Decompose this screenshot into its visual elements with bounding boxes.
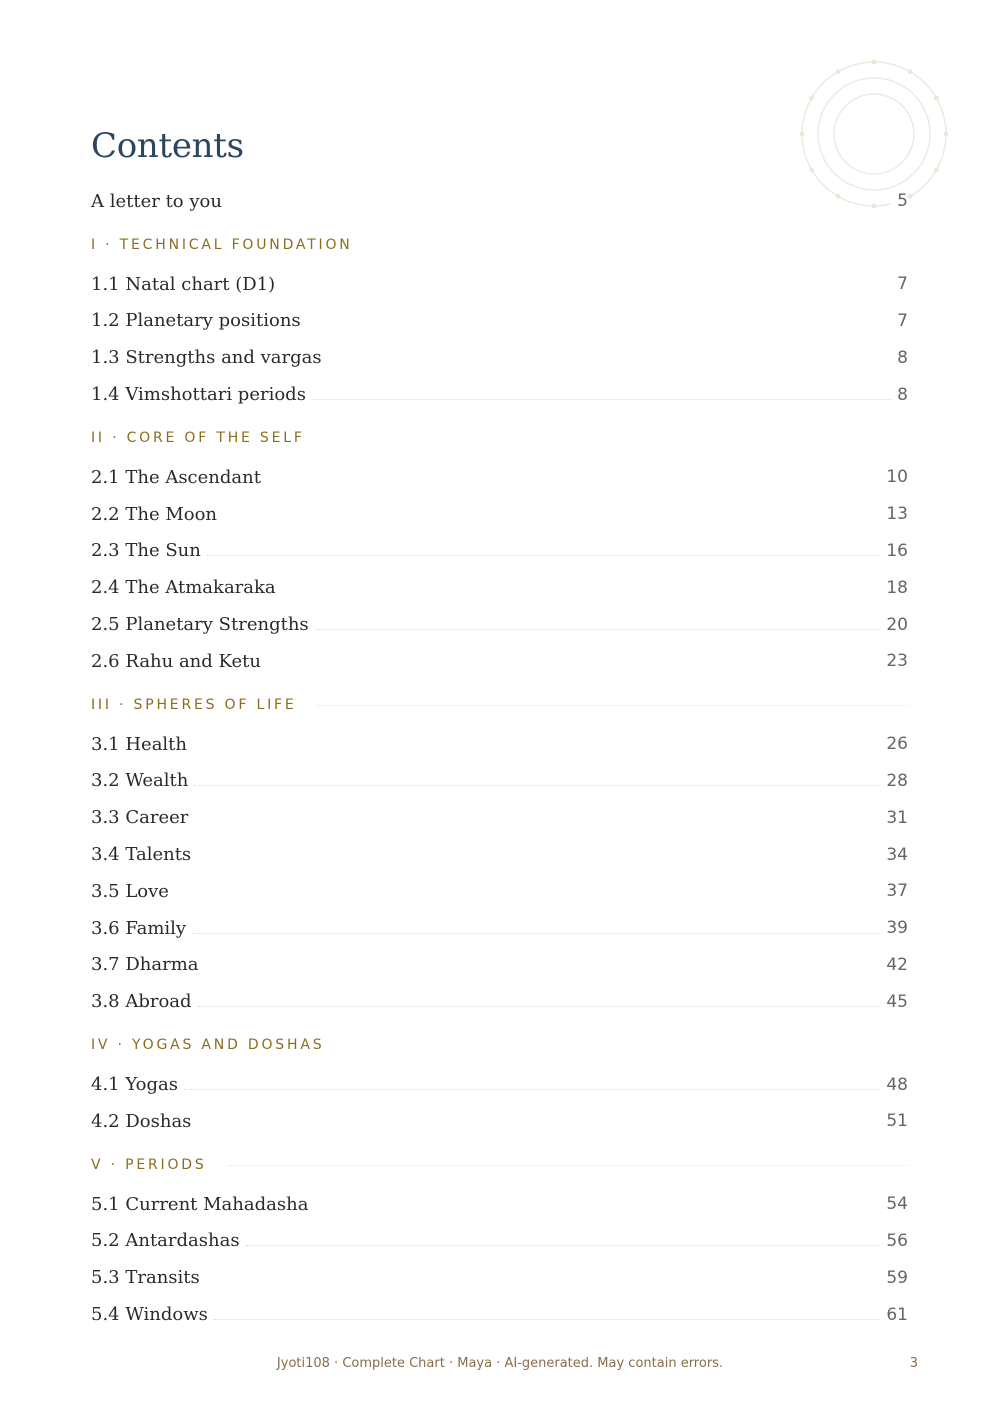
footer-text: Jyoti108 · Complete Chart · Maya · AI-generated. May contain errors.	[276, 1356, 724, 1371]
toc-entry-page: 5	[891, 191, 908, 211]
ornament-dot	[872, 60, 877, 65]
toc-leader	[207, 555, 881, 556]
toc-leader	[193, 749, 880, 750]
section-leader	[373, 245, 908, 246]
toc-leader	[184, 1089, 880, 1090]
toc-entry[interactable]	[91, 339, 908, 376]
toc-entry-label: 2.2 The Moon	[91, 504, 223, 525]
section-leader	[227, 1165, 908, 1166]
toc-leader	[197, 1126, 880, 1127]
toc-leader	[281, 289, 891, 290]
toc-entry[interactable]	[91, 376, 908, 413]
toc-entry-label: 5.4 Windows	[91, 1304, 214, 1325]
toc-entry[interactable]	[91, 1223, 908, 1260]
toc-entry-label: 2.1 The Ascendant	[91, 467, 267, 488]
ornament-dot	[809, 168, 814, 173]
toc-entry-intro[interactable]	[91, 183, 908, 220]
toc-entry[interactable]	[91, 763, 908, 800]
section-title: IV · YOGAS AND DOSHAS	[91, 1037, 325, 1054]
section-leader	[325, 438, 908, 439]
toc-entry-label: 1.4 Vimshottari periods	[91, 384, 312, 405]
toc-entry-page: 39	[880, 918, 908, 938]
toc-leader	[206, 1282, 881, 1283]
toc-section-heading	[91, 417, 908, 459]
toc-entry-page: 34	[880, 845, 908, 865]
toc-entry-label: 3.1 Health	[91, 734, 193, 755]
toc-entry-label: 2.6 Rahu and Ketu	[91, 651, 267, 672]
toc-section-heading	[91, 1024, 908, 1066]
toc-entry-label: 1.2 Planetary positions	[91, 310, 307, 331]
toc-entry-page: 18	[880, 578, 908, 598]
toc-leader	[307, 325, 892, 326]
toc-leader	[214, 1319, 880, 1320]
toc-leader	[314, 1209, 880, 1210]
section-title: I · TECHNICAL FOUNDATION	[91, 236, 353, 253]
toc-entry-page: 42	[880, 955, 908, 975]
toc-entry[interactable]	[91, 1066, 908, 1103]
ornament-dot	[944, 132, 949, 137]
section-leader	[317, 705, 909, 706]
toc-entry-label: A letter to you	[91, 191, 228, 212]
toc-entry[interactable]	[91, 1186, 908, 1223]
toc-entry[interactable]	[91, 799, 908, 836]
toc-entry-label: 2.5 Planetary Strengths	[91, 614, 315, 635]
toc-leader	[194, 822, 880, 823]
footer-page-number: 3	[909, 1356, 918, 1371]
toc-entry-page: 45	[880, 992, 908, 1012]
toc-leader	[175, 896, 880, 897]
ornament-dot	[934, 96, 939, 101]
toc-leader	[282, 592, 881, 593]
toc-entry[interactable]	[91, 873, 908, 910]
toc-leader	[228, 206, 891, 207]
toc-section-heading	[91, 224, 908, 266]
ornament-dot	[809, 96, 814, 101]
toc-entry-page: 59	[880, 1268, 908, 1288]
toc-leader	[267, 666, 880, 667]
toc-section-heading	[91, 684, 908, 726]
toc-leader	[192, 933, 880, 934]
toc-entry-label: 4.1 Yogas	[91, 1074, 184, 1095]
ornament-dot	[934, 168, 939, 173]
section-title: V · PERIODS	[91, 1156, 207, 1173]
toc-entry[interactable]	[91, 643, 908, 680]
toc-entry-label: 3.7 Dharma	[91, 954, 205, 975]
toc-entry-label: 4.2 Doshas	[91, 1111, 197, 1132]
toc-entry-label: 3.5 Love	[91, 881, 175, 902]
toc-entry[interactable]	[91, 496, 908, 533]
toc-entry-page: 61	[880, 1305, 908, 1325]
toc-entry[interactable]	[91, 606, 908, 643]
toc-entry-page: 26	[880, 734, 908, 754]
toc-leader	[198, 1006, 881, 1007]
toc-entry-label: 2.4 The Atmakaraka	[91, 577, 282, 598]
page-title: Contents	[91, 126, 244, 166]
toc-entry[interactable]	[91, 533, 908, 570]
toc-entry-label: 3.2 Wealth	[91, 770, 194, 791]
toc-entry-label: 3.4 Talents	[91, 844, 197, 865]
toc-entry[interactable]	[91, 303, 908, 340]
toc-leader	[194, 785, 880, 786]
toc-entry-page: 54	[880, 1194, 908, 1214]
toc-entry-page: 48	[880, 1075, 908, 1095]
toc-leader	[197, 859, 880, 860]
toc-entry[interactable]	[91, 569, 908, 606]
toc-entry-page: 56	[880, 1231, 908, 1251]
toc-entry-page: 8	[891, 385, 908, 405]
toc-entry-label: 3.8 Abroad	[91, 991, 198, 1012]
toc-leader	[205, 969, 881, 970]
toc-entry[interactable]	[91, 726, 908, 763]
toc-entry-label: 5.3 Transits	[91, 1267, 206, 1288]
toc-entry-page: 28	[880, 771, 908, 791]
toc-leader	[328, 362, 892, 363]
toc-entry[interactable]	[91, 266, 908, 303]
toc-entry-page: 7	[891, 274, 908, 294]
ornament-dot	[908, 69, 913, 74]
toc-entry-page: 13	[880, 504, 908, 524]
toc-entry-label: 5.1 Current Mahadasha	[91, 1194, 314, 1215]
ornament-dot	[836, 69, 841, 74]
toc-leader	[267, 482, 880, 483]
toc-entry[interactable]	[91, 459, 908, 496]
toc-entry-page: 51	[880, 1111, 908, 1131]
toc-entry-page: 37	[880, 881, 908, 901]
toc-entry-page: 20	[880, 615, 908, 635]
toc-entry-page: 10	[880, 467, 908, 487]
toc-leader	[312, 399, 891, 400]
toc-entry[interactable]	[91, 910, 908, 947]
table-of-contents	[91, 183, 908, 1333]
toc-entry-page: 23	[880, 651, 908, 671]
toc-entry[interactable]	[91, 947, 908, 984]
toc-leader	[246, 1245, 881, 1246]
section-title: III · SPHERES OF LIFE	[91, 696, 297, 713]
toc-entry-label: 5.2 Antardashas	[91, 1230, 246, 1251]
toc-entry-page: 7	[891, 311, 908, 331]
toc-entry-label: 3.6 Family	[91, 918, 192, 939]
toc-entry[interactable]	[91, 1259, 908, 1296]
toc-entry-page: 16	[880, 541, 908, 561]
toc-entry[interactable]	[91, 1103, 908, 1140]
toc-leader	[223, 519, 880, 520]
ornament-dot	[800, 132, 805, 137]
section-title: II · CORE OF THE SELF	[91, 429, 305, 446]
section-leader	[344, 1046, 908, 1047]
ornament-dot	[908, 194, 913, 199]
toc-entry-label: 2.3 The Sun	[91, 540, 207, 561]
toc-entry-label: 1.3 Strengths and vargas	[91, 347, 328, 368]
toc-entry-label: 3.3 Career	[91, 807, 194, 828]
toc-section-heading	[91, 1144, 908, 1186]
toc-entry[interactable]	[91, 836, 908, 873]
toc-entry-label: 1.1 Natal chart (D1)	[91, 274, 281, 295]
toc-leader	[315, 629, 881, 630]
toc-entry-page: 8	[891, 348, 908, 368]
toc-entry-page: 31	[880, 808, 908, 828]
toc-entry[interactable]	[91, 1296, 908, 1333]
toc-entry[interactable]	[91, 983, 908, 1020]
